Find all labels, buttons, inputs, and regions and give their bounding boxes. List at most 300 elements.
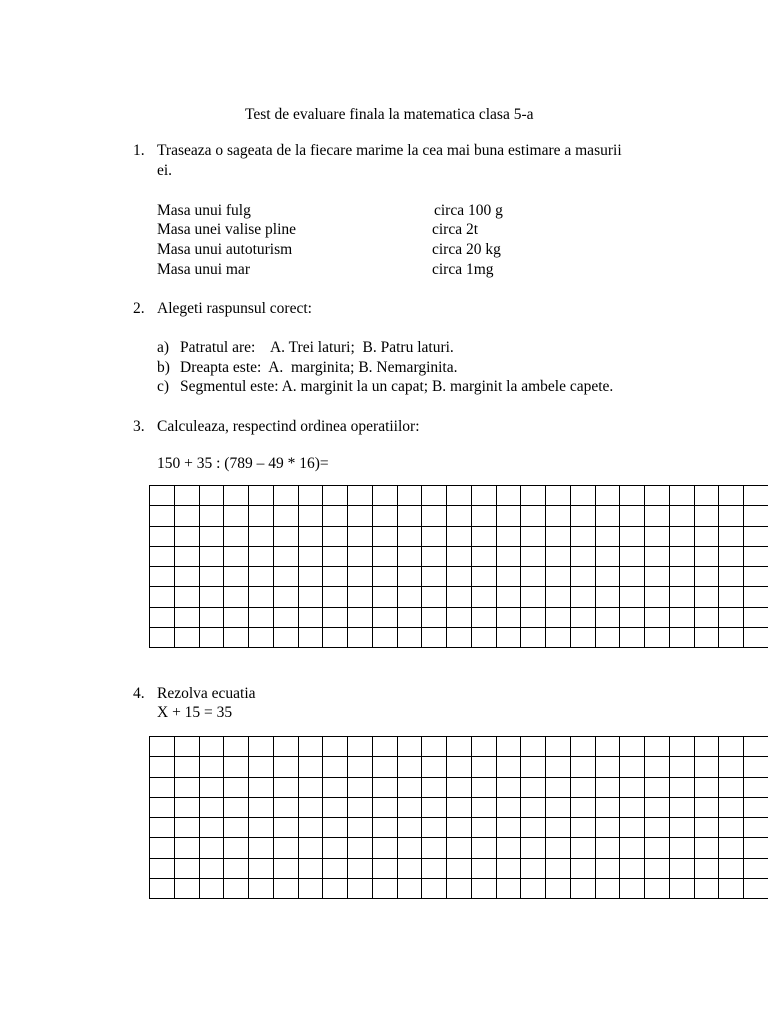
- grid-cell[interactable]: [571, 628, 596, 648]
- grid-cell[interactable]: [695, 737, 720, 757]
- grid-cell[interactable]: [348, 737, 373, 757]
- grid-cell[interactable]: [620, 486, 645, 506]
- grid-cell[interactable]: [150, 798, 175, 818]
- grid-cell[interactable]: [249, 506, 274, 526]
- grid-cell[interactable]: [422, 879, 447, 899]
- grid-cell[interactable]: [398, 486, 423, 506]
- grid-cell[interactable]: [645, 818, 670, 838]
- grid-cell[interactable]: [249, 838, 274, 858]
- grid-cell[interactable]: [175, 527, 200, 547]
- grid-cell[interactable]: [472, 608, 497, 628]
- grid-cell[interactable]: [175, 737, 200, 757]
- grid-cell[interactable]: [274, 567, 299, 587]
- grid-cell[interactable]: [224, 486, 249, 506]
- grid-cell[interactable]: [150, 628, 175, 648]
- grid-cell[interactable]: [447, 838, 472, 858]
- grid-cell[interactable]: [348, 778, 373, 798]
- grid-cell[interactable]: [398, 608, 423, 628]
- grid-cell[interactable]: [274, 486, 299, 506]
- grid-cell[interactable]: [596, 527, 621, 547]
- grid-cell[interactable]: [249, 798, 274, 818]
- grid-cell[interactable]: [224, 628, 249, 648]
- grid-cell[interactable]: [645, 737, 670, 757]
- grid-cell[interactable]: [695, 506, 720, 526]
- grid-cell[interactable]: [422, 628, 447, 648]
- grid-cell[interactable]: [596, 757, 621, 777]
- grid-cell[interactable]: [175, 798, 200, 818]
- grid-cell[interactable]: [422, 737, 447, 757]
- grid-cell[interactable]: [447, 608, 472, 628]
- grid-cell[interactable]: [645, 628, 670, 648]
- grid-cell[interactable]: [175, 757, 200, 777]
- grid-cell[interactable]: [719, 818, 744, 838]
- grid-cell[interactable]: [299, 778, 324, 798]
- grid-cell[interactable]: [323, 838, 348, 858]
- grid-cell[interactable]: [373, 587, 398, 607]
- grid-cell[interactable]: [224, 879, 249, 899]
- grid-cell[interactable]: [571, 757, 596, 777]
- grid-cell[interactable]: [521, 778, 546, 798]
- grid-cell[interactable]: [497, 838, 522, 858]
- grid-cell[interactable]: [645, 587, 670, 607]
- grid-cell[interactable]: [497, 567, 522, 587]
- grid-cell[interactable]: [249, 879, 274, 899]
- grid-cell[interactable]: [150, 838, 175, 858]
- grid-cell[interactable]: [546, 757, 571, 777]
- grid-cell[interactable]: [571, 778, 596, 798]
- grid-cell[interactable]: [398, 737, 423, 757]
- grid-cell[interactable]: [422, 798, 447, 818]
- grid-cell[interactable]: [744, 587, 768, 607]
- grid-cell[interactable]: [719, 506, 744, 526]
- grid-cell[interactable]: [546, 608, 571, 628]
- grid-cell[interactable]: [744, 608, 768, 628]
- grid-cell[interactable]: [299, 608, 324, 628]
- grid-cell[interactable]: [744, 778, 768, 798]
- grid-cell[interactable]: [299, 838, 324, 858]
- grid-cell[interactable]: [744, 737, 768, 757]
- grid-cell[interactable]: [299, 527, 324, 547]
- grid-cell[interactable]: [620, 567, 645, 587]
- grid-cell[interactable]: [175, 506, 200, 526]
- grid-cell[interactable]: [249, 859, 274, 879]
- grid-cell[interactable]: [274, 527, 299, 547]
- grid-cell[interactable]: [274, 879, 299, 899]
- grid-cell[interactable]: [620, 859, 645, 879]
- grid-cell[interactable]: [546, 486, 571, 506]
- grid-cell[interactable]: [150, 778, 175, 798]
- grid-cell[interactable]: [299, 567, 324, 587]
- grid-cell[interactable]: [645, 486, 670, 506]
- grid-cell[interactable]: [546, 527, 571, 547]
- grid-cell[interactable]: [299, 757, 324, 777]
- grid-cell[interactable]: [719, 628, 744, 648]
- grid-cell[interactable]: [323, 547, 348, 567]
- grid-cell[interactable]: [150, 587, 175, 607]
- grid-cell[interactable]: [373, 818, 398, 838]
- grid-cell[interactable]: [175, 838, 200, 858]
- grid-cell[interactable]: [224, 818, 249, 838]
- grid-cell[interactable]: [719, 547, 744, 567]
- grid-cell[interactable]: [596, 486, 621, 506]
- grid-cell[interactable]: [447, 547, 472, 567]
- grid-cell[interactable]: [719, 838, 744, 858]
- grid-cell[interactable]: [546, 859, 571, 879]
- grid-cell[interactable]: [521, 879, 546, 899]
- grid-cell[interactable]: [175, 818, 200, 838]
- grid-cell[interactable]: [398, 628, 423, 648]
- grid-cell[interactable]: [620, 547, 645, 567]
- grid-cell[interactable]: [299, 587, 324, 607]
- grid-cell[interactable]: [472, 838, 497, 858]
- grid-cell[interactable]: [596, 879, 621, 899]
- grid-cell[interactable]: [175, 547, 200, 567]
- grid-cell[interactable]: [224, 778, 249, 798]
- grid-cell[interactable]: [150, 567, 175, 587]
- grid-cell[interactable]: [422, 757, 447, 777]
- grid-cell[interactable]: [546, 628, 571, 648]
- grid-cell[interactable]: [670, 506, 695, 526]
- grid-cell[interactable]: [422, 547, 447, 567]
- grid-cell[interactable]: [719, 527, 744, 547]
- grid-cell[interactable]: [472, 587, 497, 607]
- grid-cell[interactable]: [398, 798, 423, 818]
- grid-cell[interactable]: [447, 757, 472, 777]
- grid-cell[interactable]: [645, 506, 670, 526]
- grid-cell[interactable]: [274, 608, 299, 628]
- grid-cell[interactable]: [472, 859, 497, 879]
- grid-cell[interactable]: [571, 608, 596, 628]
- grid-cell[interactable]: [596, 628, 621, 648]
- grid-cell[interactable]: [348, 818, 373, 838]
- grid-cell[interactable]: [620, 527, 645, 547]
- grid-cell[interactable]: [645, 838, 670, 858]
- grid-cell[interactable]: [200, 798, 225, 818]
- grid-cell[interactable]: [571, 737, 596, 757]
- grid-cell[interactable]: [224, 798, 249, 818]
- grid-cell[interactable]: [571, 486, 596, 506]
- grid-cell[interactable]: [645, 757, 670, 777]
- grid-cell[interactable]: [224, 506, 249, 526]
- grid-cell[interactable]: [596, 859, 621, 879]
- grid-cell[interactable]: [719, 778, 744, 798]
- grid-cell[interactable]: [274, 838, 299, 858]
- grid-cell[interactable]: [521, 486, 546, 506]
- grid-cell[interactable]: [348, 838, 373, 858]
- grid-cell[interactable]: [299, 737, 324, 757]
- grid-cell[interactable]: [695, 608, 720, 628]
- grid-cell[interactable]: [472, 567, 497, 587]
- grid-cell[interactable]: [398, 879, 423, 899]
- grid-cell[interactable]: [398, 527, 423, 547]
- grid-cell[interactable]: [323, 879, 348, 899]
- grid-cell[interactable]: [200, 608, 225, 628]
- grid-cell[interactable]: [447, 737, 472, 757]
- grid-cell[interactable]: [645, 547, 670, 567]
- grid-cell[interactable]: [274, 778, 299, 798]
- grid-cell[interactable]: [719, 879, 744, 899]
- grid-cell[interactable]: [422, 818, 447, 838]
- grid-cell[interactable]: [348, 608, 373, 628]
- grid-cell[interactable]: [422, 587, 447, 607]
- grid-cell[interactable]: [620, 818, 645, 838]
- grid-cell[interactable]: [323, 486, 348, 506]
- grid-cell[interactable]: [620, 798, 645, 818]
- grid-cell[interactable]: [422, 527, 447, 547]
- grid-cell[interactable]: [719, 486, 744, 506]
- grid-cell[interactable]: [695, 778, 720, 798]
- grid-cell[interactable]: [274, 547, 299, 567]
- grid-cell[interactable]: [249, 587, 274, 607]
- grid-cell[interactable]: [744, 486, 768, 506]
- grid-cell[interactable]: [645, 567, 670, 587]
- grid-cell[interactable]: [596, 587, 621, 607]
- grid-cell[interactable]: [472, 778, 497, 798]
- grid-cell[interactable]: [200, 737, 225, 757]
- grid-cell[interactable]: [695, 879, 720, 899]
- grid-cell[interactable]: [596, 608, 621, 628]
- grid-cell[interactable]: [497, 587, 522, 607]
- grid-cell[interactable]: [373, 778, 398, 798]
- grid-cell[interactable]: [373, 608, 398, 628]
- grid-cell[interactable]: [497, 547, 522, 567]
- grid-cell[interactable]: [175, 567, 200, 587]
- grid-cell[interactable]: [150, 859, 175, 879]
- grid-cell[interactable]: [200, 859, 225, 879]
- grid-cell[interactable]: [249, 778, 274, 798]
- grid-cell[interactable]: [596, 778, 621, 798]
- grid-cell[interactable]: [620, 587, 645, 607]
- grid-cell[interactable]: [422, 608, 447, 628]
- grid-cell[interactable]: [249, 567, 274, 587]
- grid-cell[interactable]: [447, 859, 472, 879]
- grid-cell[interactable]: [274, 506, 299, 526]
- grid-cell[interactable]: [299, 818, 324, 838]
- grid-cell[interactable]: [521, 818, 546, 838]
- grid-cell[interactable]: [670, 859, 695, 879]
- grid-cell[interactable]: [744, 628, 768, 648]
- grid-cell[interactable]: [521, 506, 546, 526]
- grid-cell[interactable]: [175, 486, 200, 506]
- grid-cell[interactable]: [422, 859, 447, 879]
- grid-cell[interactable]: [299, 547, 324, 567]
- grid-cell[interactable]: [323, 798, 348, 818]
- grid-cell[interactable]: [744, 859, 768, 879]
- grid-cell[interactable]: [200, 486, 225, 506]
- grid-cell[interactable]: [670, 628, 695, 648]
- grid-cell[interactable]: [348, 798, 373, 818]
- grid-cell[interactable]: [323, 859, 348, 879]
- grid-cell[interactable]: [472, 818, 497, 838]
- grid-cell[interactable]: [348, 879, 373, 899]
- grid-cell[interactable]: [175, 859, 200, 879]
- grid-cell[interactable]: [200, 527, 225, 547]
- grid-cell[interactable]: [175, 778, 200, 798]
- grid-cell[interactable]: [596, 838, 621, 858]
- grid-cell[interactable]: [249, 757, 274, 777]
- grid-cell[interactable]: [670, 757, 695, 777]
- grid-cell[interactable]: [645, 798, 670, 818]
- answer-grid-q3[interactable]: [149, 485, 768, 648]
- grid-cell[interactable]: [695, 628, 720, 648]
- grid-cell[interactable]: [224, 527, 249, 547]
- grid-cell[interactable]: [274, 859, 299, 879]
- grid-cell[interactable]: [546, 879, 571, 899]
- grid-cell[interactable]: [670, 737, 695, 757]
- grid-cell[interactable]: [398, 818, 423, 838]
- grid-cell[interactable]: [175, 608, 200, 628]
- grid-cell[interactable]: [521, 547, 546, 567]
- grid-cell[interactable]: [645, 608, 670, 628]
- grid-cell[interactable]: [323, 628, 348, 648]
- grid-cell[interactable]: [719, 859, 744, 879]
- grid-cell[interactable]: [546, 838, 571, 858]
- grid-cell[interactable]: [348, 859, 373, 879]
- grid-cell[interactable]: [472, 798, 497, 818]
- grid-cell[interactable]: [447, 506, 472, 526]
- grid-cell[interactable]: [744, 506, 768, 526]
- grid-cell[interactable]: [373, 737, 398, 757]
- grid-cell[interactable]: [447, 587, 472, 607]
- grid-cell[interactable]: [497, 628, 522, 648]
- grid-cell[interactable]: [670, 608, 695, 628]
- grid-cell[interactable]: [299, 506, 324, 526]
- grid-cell[interactable]: [274, 737, 299, 757]
- grid-cell[interactable]: [546, 737, 571, 757]
- grid-cell[interactable]: [200, 587, 225, 607]
- grid-cell[interactable]: [472, 527, 497, 547]
- grid-cell[interactable]: [521, 628, 546, 648]
- grid-cell[interactable]: [249, 608, 274, 628]
- grid-cell[interactable]: [620, 608, 645, 628]
- grid-cell[interactable]: [373, 757, 398, 777]
- grid-cell[interactable]: [695, 567, 720, 587]
- grid-cell[interactable]: [497, 798, 522, 818]
- grid-cell[interactable]: [323, 506, 348, 526]
- grid-cell[interactable]: [546, 778, 571, 798]
- grid-cell[interactable]: [719, 798, 744, 818]
- grid-cell[interactable]: [373, 567, 398, 587]
- grid-cell[interactable]: [571, 879, 596, 899]
- grid-cell[interactable]: [249, 527, 274, 547]
- grid-cell[interactable]: [274, 587, 299, 607]
- grid-cell[interactable]: [670, 547, 695, 567]
- grid-cell[interactable]: [323, 608, 348, 628]
- grid-cell[interactable]: [695, 818, 720, 838]
- grid-cell[interactable]: [472, 757, 497, 777]
- grid-cell[interactable]: [645, 778, 670, 798]
- grid-cell[interactable]: [744, 838, 768, 858]
- grid-cell[interactable]: [497, 879, 522, 899]
- grid-cell[interactable]: [497, 818, 522, 838]
- grid-cell[interactable]: [670, 778, 695, 798]
- grid-cell[interactable]: [546, 798, 571, 818]
- grid-cell[interactable]: [398, 587, 423, 607]
- grid-cell[interactable]: [224, 547, 249, 567]
- grid-cell[interactable]: [596, 506, 621, 526]
- grid-cell[interactable]: [670, 486, 695, 506]
- grid-cell[interactable]: [521, 527, 546, 547]
- grid-cell[interactable]: [497, 778, 522, 798]
- grid-cell[interactable]: [373, 838, 398, 858]
- grid-cell[interactable]: [224, 859, 249, 879]
- grid-cell[interactable]: [546, 587, 571, 607]
- grid-cell[interactable]: [546, 547, 571, 567]
- grid-cell[interactable]: [645, 859, 670, 879]
- grid-cell[interactable]: [447, 798, 472, 818]
- grid-cell[interactable]: [348, 506, 373, 526]
- grid-cell[interactable]: [422, 838, 447, 858]
- grid-cell[interactable]: [670, 587, 695, 607]
- grid-cell[interactable]: [744, 818, 768, 838]
- grid-cell[interactable]: [596, 547, 621, 567]
- grid-cell[interactable]: [521, 859, 546, 879]
- grid-cell[interactable]: [620, 778, 645, 798]
- grid-cell[interactable]: [224, 567, 249, 587]
- grid-cell[interactable]: [472, 486, 497, 506]
- grid-cell[interactable]: [150, 486, 175, 506]
- grid-cell[interactable]: [299, 859, 324, 879]
- grid-cell[interactable]: [596, 737, 621, 757]
- grid-cell[interactable]: [695, 757, 720, 777]
- grid-cell[interactable]: [719, 757, 744, 777]
- grid-cell[interactable]: [571, 818, 596, 838]
- grid-cell[interactable]: [670, 838, 695, 858]
- grid-cell[interactable]: [398, 506, 423, 526]
- grid-cell[interactable]: [571, 506, 596, 526]
- grid-cell[interactable]: [497, 506, 522, 526]
- grid-cell[interactable]: [719, 608, 744, 628]
- grid-cell[interactable]: [472, 737, 497, 757]
- grid-cell[interactable]: [670, 798, 695, 818]
- grid-cell[interactable]: [249, 737, 274, 757]
- grid-cell[interactable]: [497, 757, 522, 777]
- grid-cell[interactable]: [274, 628, 299, 648]
- grid-cell[interactable]: [348, 547, 373, 567]
- grid-cell[interactable]: [348, 527, 373, 547]
- grid-cell[interactable]: [744, 547, 768, 567]
- grid-cell[interactable]: [521, 798, 546, 818]
- grid-cell[interactable]: [596, 818, 621, 838]
- grid-cell[interactable]: [620, 737, 645, 757]
- grid-cell[interactable]: [447, 527, 472, 547]
- grid-cell[interactable]: [150, 818, 175, 838]
- grid-cell[interactable]: [150, 547, 175, 567]
- grid-cell[interactable]: [521, 838, 546, 858]
- grid-cell[interactable]: [373, 506, 398, 526]
- grid-cell[interactable]: [274, 798, 299, 818]
- grid-cell[interactable]: [398, 859, 423, 879]
- grid-cell[interactable]: [348, 628, 373, 648]
- grid-cell[interactable]: [150, 608, 175, 628]
- grid-cell[interactable]: [348, 567, 373, 587]
- grid-cell[interactable]: [497, 859, 522, 879]
- grid-cell[interactable]: [398, 567, 423, 587]
- grid-cell[interactable]: [200, 818, 225, 838]
- grid-cell[interactable]: [571, 587, 596, 607]
- grid-cell[interactable]: [150, 737, 175, 757]
- grid-cell[interactable]: [695, 527, 720, 547]
- grid-cell[interactable]: [497, 608, 522, 628]
- grid-cell[interactable]: [620, 757, 645, 777]
- grid-cell[interactable]: [546, 567, 571, 587]
- grid-cell[interactable]: [200, 838, 225, 858]
- grid-cell[interactable]: [323, 527, 348, 547]
- grid-cell[interactable]: [695, 486, 720, 506]
- grid-cell[interactable]: [695, 547, 720, 567]
- grid-cell[interactable]: [546, 818, 571, 838]
- grid-cell[interactable]: [323, 818, 348, 838]
